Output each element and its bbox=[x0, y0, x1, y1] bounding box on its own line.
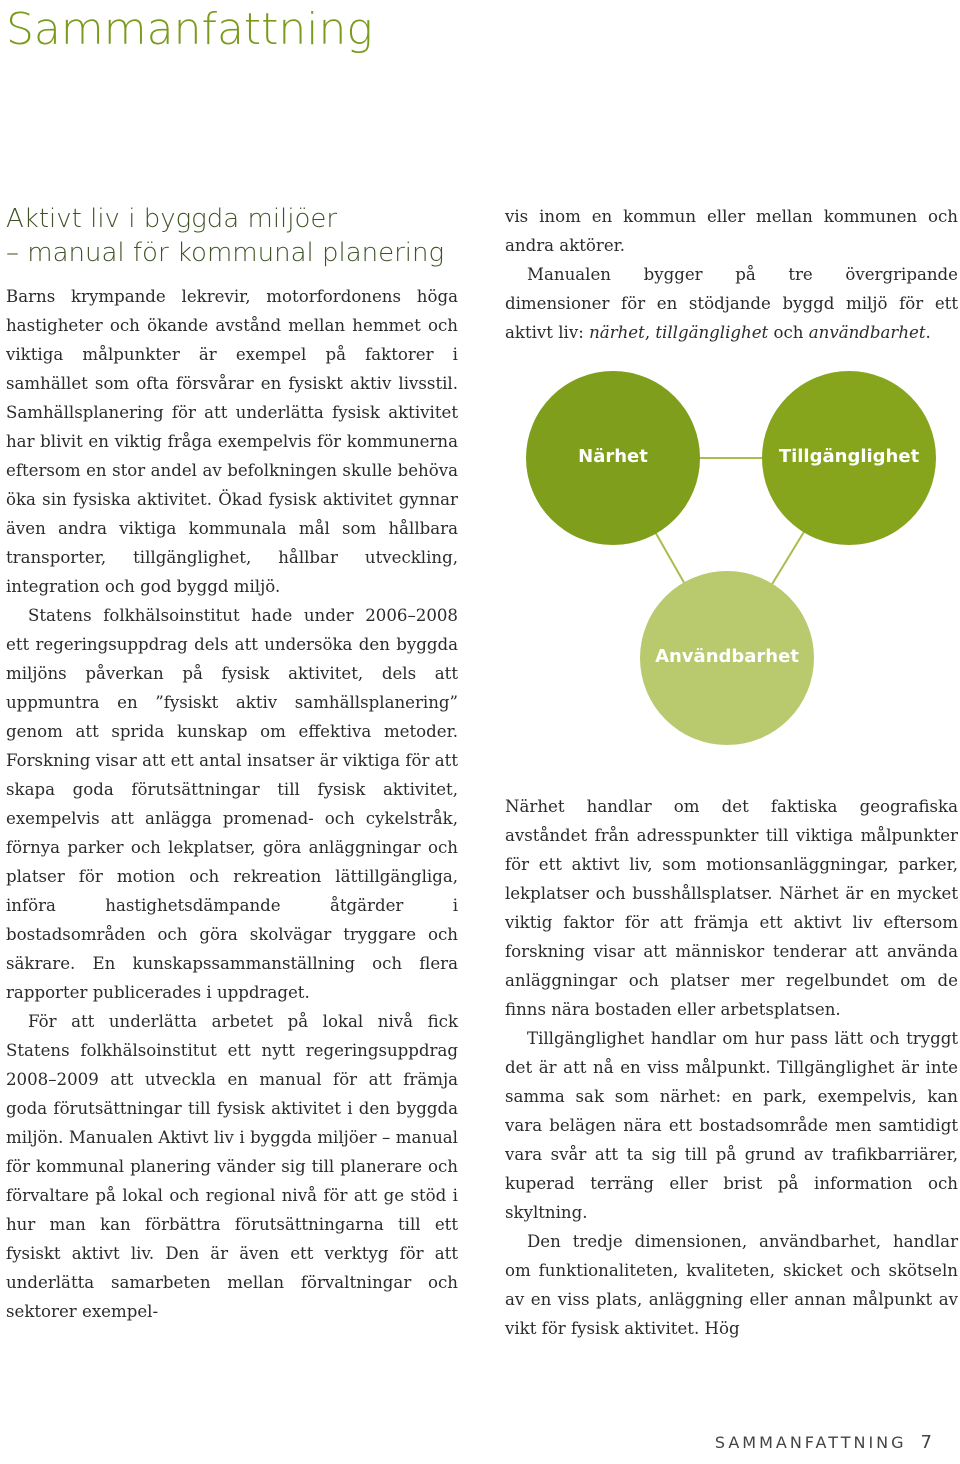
dimensions-intro: Manualen bygger på tre övergripande dimensioner för en stödjande byggd miljö för ett aktivt liv: bbox=[505, 265, 958, 342]
right-column-bottom bbox=[505, 792, 958, 1343]
dimension-narhet: närhet bbox=[589, 323, 645, 342]
left-paragraph-2: Statens folkhälsoinstitut hade under 2006–2008 ett regeringsuppdrag dels att undersöka den byggda miljöns påverkan på fysisk aktivitet, dels att uppmuntra en ”fysiskt aktiv samhällsplanering” genom att sprida kunskap om effektiva metoder. Forskning visar att ett antal insatser är viktiga för att skapa goda förutsättningar till fysisk aktivitet, exempelvis att anlägga promenad- och cykelstråk, förnya parker och lekplatser, göra anläggningar och platser för motion och rekreation lättillgängliga, införa hastighetsdämpande åtgärder i bostadsområden och göra skolvägar tryggare och säkrare. En kunskapssammanställning och flera rapporter publicerades i uppdraget. bbox=[6, 606, 458, 1002]
separator: , bbox=[644, 323, 656, 342]
footer-section: SAMMANFATTNING bbox=[714, 1433, 907, 1452]
page-title: Sammanfattning bbox=[6, 4, 373, 55]
label-narhet: Närhet bbox=[578, 446, 648, 467]
label-anvandbarhet: Användbarhet bbox=[655, 646, 799, 667]
left-column bbox=[6, 202, 458, 1326]
left-paragraph-1: Barns krympande lekrevir, motorfordonens höga hastigheter och ökande avstånd mellan hemmet och viktiga målpunkter är exempel på faktorer i samhället som ofta försvårar en fysiskt aktiv livsstil. Samhällsplanering för att underlätta fysisk aktivitet har blivit en viktig fråga exempelvis för kommunerna eftersom en stor andel av befolkningen skulle behöva öka sin fysiska aktivitet. Ökad fysisk aktivitet gynnar även andra viktiga kommunala mål som hållbara transporter, tillgänglighet, hållbar utveckling, integration och god byggd miljö. bbox=[6, 287, 458, 596]
period: . bbox=[925, 323, 931, 342]
right-paragraph-2 bbox=[505, 260, 958, 347]
left-paragraph-3: För att underlätta arbetet på lokal nivå fick Statens folkhälsoinstitut ett nytt regeringsuppdrag 2008–2009 att utveckla en manual för att främja goda förutsättningar till fysisk aktivitet i den byggda miljön. Manualen Aktivt liv i byggda miljöer – manual för kommunal planering vänder sig till planerare och förvaltare på lokal och regional nivå för att ge stöd i hur man kan förbättra förutsättningarna till ett fysiskt aktivt liv. Den är även ett verktyg för att underlätta samarbeten mellan förvaltningar och sektorer exempel- bbox=[6, 1012, 458, 1321]
conjunction: och bbox=[768, 323, 809, 342]
right-paragraph-1: vis inom en kommun eller mellan kommunen och andra aktörer. bbox=[505, 207, 958, 255]
right-paragraph-narhet: Närhet handlar om det faktiska geografiska avståndet från adresspunkter till viktiga målpunkter för ett aktivt liv, som motionsanläggningar, parker, lekplatser och busshållsplatser. Närhet är en mycket viktig faktor för att främja ett aktivt liv eftersom forskning visar att människor tenderar att använda anläggningar och platser mer regelbundet om de finns nära bostaden eller arbetsplatsen. bbox=[505, 797, 958, 1019]
dimension-tillganglighet: tillgänglighet bbox=[655, 323, 769, 342]
dimension-anvandbarhet: användbarhet bbox=[808, 323, 926, 342]
heading-line-1: Aktivt liv i byggda miljöer bbox=[6, 204, 338, 234]
page-number: 7 bbox=[920, 1432, 932, 1453]
heading-line-2: – manual för kommunal planering bbox=[6, 238, 445, 268]
page-footer bbox=[715, 1432, 932, 1453]
right-paragraph-tillganglighet: Tillgänglighet handlar om hur pass lätt och tryggt det är att nå en viss målpunkt. Tillgänglighet är inte samma sak som närhet: en park, exempelvis, kan vara belägen nära ett bostadsområde men samtidigt vara svår att ta sig till på grund av trafikbarriärer, kuperad terräng eller brist på information och skyltning. bbox=[505, 1029, 958, 1222]
diagram-svg bbox=[505, 370, 960, 790]
right-paragraph-anvandbarhet: Den tredje dimensionen, användbarhet, handlar om funktionaliteten, kvaliteten, skicket och skötseln av en viss plats, anläggning eller annan målpunkt av vikt för fysisk aktivitet. Hög bbox=[505, 1232, 958, 1338]
right-column-top bbox=[505, 202, 958, 347]
article-heading bbox=[6, 202, 458, 270]
dimensions-diagram bbox=[505, 370, 960, 790]
label-tillganglighet: Tillgänglighet bbox=[778, 446, 920, 467]
